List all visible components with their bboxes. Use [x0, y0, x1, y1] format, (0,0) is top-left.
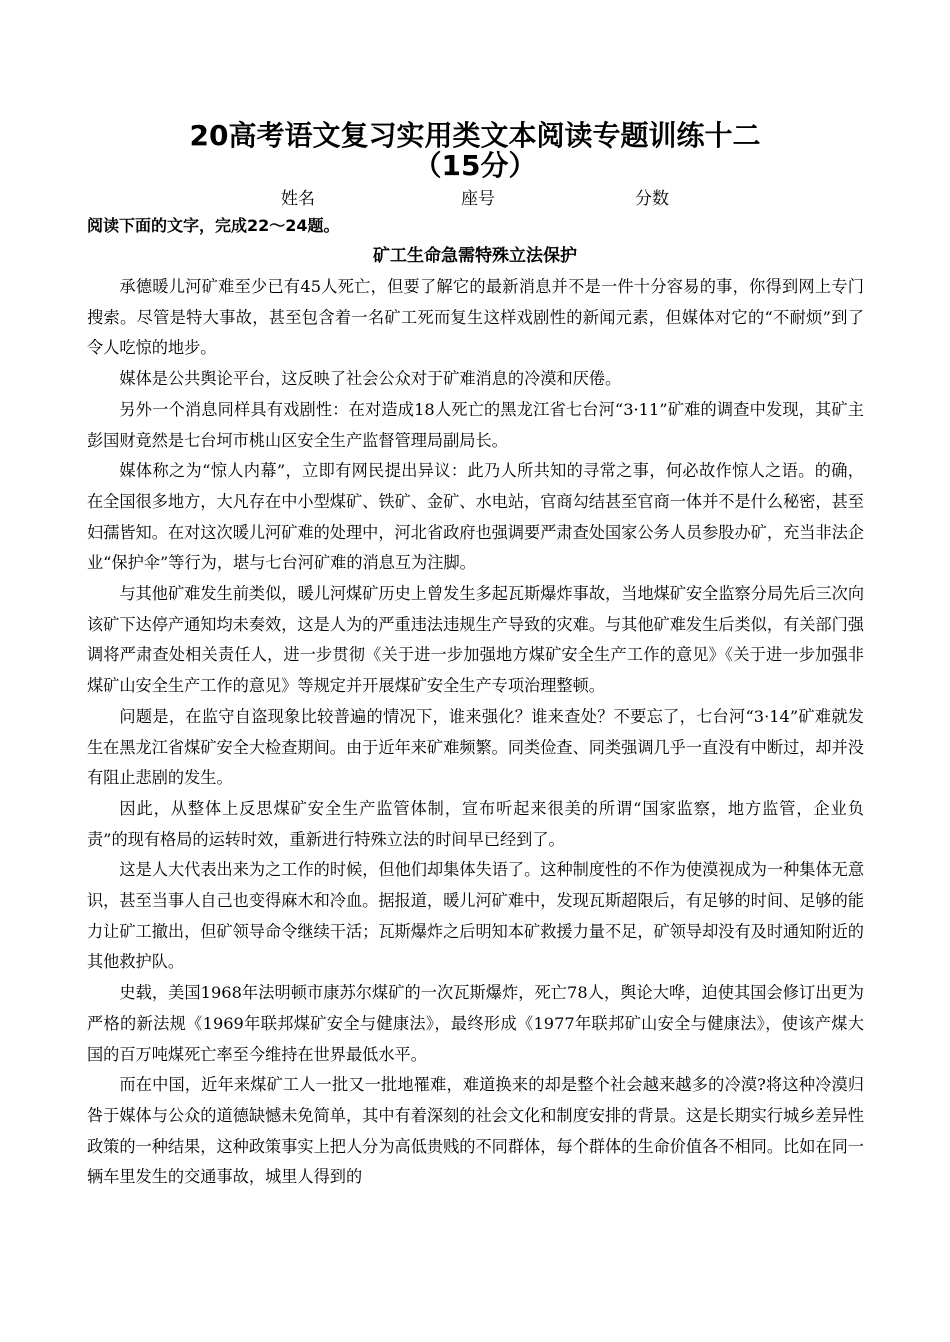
- article-title: 矿工生命急需特殊立法保护: [373, 246, 577, 266]
- paragraph: 承德暖儿河矿难至少已有45人死亡，但要了解它的最新消息并不是一件十分容易的事，你得到网上专门搜索。尽管是特大事故，甚至包含着一名矿工死而复生这样戏剧性的新闻元素，但媒体对它的“不耐烦”到了令人吃惊的地步。: [87, 277, 864, 358]
- article-body: [87, 272, 864, 1193]
- seat-field-label: 座号: [461, 189, 495, 209]
- paragraph: 问题是，在监守自盗现象比较普遍的情况下，谁来强化？谁来查处？不要忘了，七台河“3·14”矿难就发生在黑龙江省煤矿安全大检查期间。由于近年来矿难频繁。同类俭查、同类强调几乎一直没有中断过，却并没有阻止悲剧的发生。: [87, 706, 864, 788]
- paragraph: 另外一个消息同样具有戏剧性：在对造成18人死亡的黑龙江省七台河“3·11”矿难的调查中发现，其矿主彭国财竟然是七台坷市桃山区安全生产监督管理局副局长。: [87, 399, 864, 450]
- paragraph: 因此，从整体上反思煤矿安全生产监管体制，宣布听起来很美的所谓“国家监察，地方监管，企业负责”的现有格局的运转时效，重新进行特殊立法的时间早已经到了。: [87, 798, 864, 849]
- paragraph: 与其他矿难发生前类似，暖儿河煤矿历史上曾发生多起瓦斯爆炸事故，当地煤矿安全监察分局先后三次向该矿下达停产通知均未奏效，这是人为的严重违法违规生产导致的灾难。与其他矿难发生后类似，有关部门强调将严肃查处相关责任人，进一步贯彻《关于进一步加强地方煤矿安全生产工作的意见》《关于进一步加强非煤矿山安全生产工作的意见》等规定并开展煤矿安全生产专项治理整顿。: [87, 584, 865, 696]
- reading-instruction: 阅读下面的文字，完成22～24题。: [87, 216, 340, 235]
- paragraph: 这是人大代表出来为之工作的时候，但他们却集体失语了。这种制度性的不作为使漠视成为一种集体无意识，甚至当事人自己也变得麻木和冷血。据报道，暖儿河矿难中，发现瓦斯超限后，有足够的时间、足够的能力让矿工撤出，但矿领导命令继续干活；瓦斯爆炸之后明知本矿救援力量不足，矿领导却没有及时通知附近的其他救护队。: [87, 860, 865, 972]
- page-title-score: （15分）: [413, 149, 537, 182]
- paragraph: 史载，美国1968年法明顿市康苏尔煤矿的一次瓦斯爆炸，死亡78人，舆论大哗，迫使其国会修订出更为严格的新法规《1969年联邦煤矿安全与健康法》，最终形成《1977年联邦矿山安全与健康法》，使该产煤大国的百万吨煤死亡率至今维持在世界最低水平。: [87, 983, 864, 1064]
- paragraph: 媒体称之为“惊人内幕”，立即有网民提出异议：此乃人所共知的寻常之事，何必故作惊人之语。的确，在全国很多地方，大凡存在中小型煤矿、铁矿、金矿、水电站，官商勾结甚至官商一体并不是什么秘密，甚至妇孺皆知。在对这次暖儿河矿难的处理中，河北省政府也强调要严肃查处国家公务人员参股办矿，充当非法企业“保护伞”等行为，堪与七台河矿难的消息互为注脚。: [87, 461, 864, 573]
- student-info-fields: [0, 184, 950, 210]
- name-field-label: 姓名: [281, 189, 315, 209]
- paragraph: 媒体是公共舆论平台，这反映了社会公众对于矿难消息的冷漠和厌倦。: [119, 369, 622, 389]
- page-title: 20高考语文复习实用类文本阅读专题训练十二: [189, 119, 761, 152]
- score-field-label: 分数: [635, 189, 669, 209]
- paragraph: 而在中国，近年来煤矿工人一批又一批地罹难，难道换来的却是整个社会越来越多的冷漠?将这种冷漠归咎于媒体与公众的道德缺憾未免简单，其中有着深刻的社会文化和制度安排的背景。这是长期实行城乡差异性政策的一种结果，这种政策事实上把人分为高低贵贱的不同群体，每个群体的生命价值各不相同。比如在同一辆车里发生的交通事故，城里人得到的: [87, 1075, 864, 1187]
